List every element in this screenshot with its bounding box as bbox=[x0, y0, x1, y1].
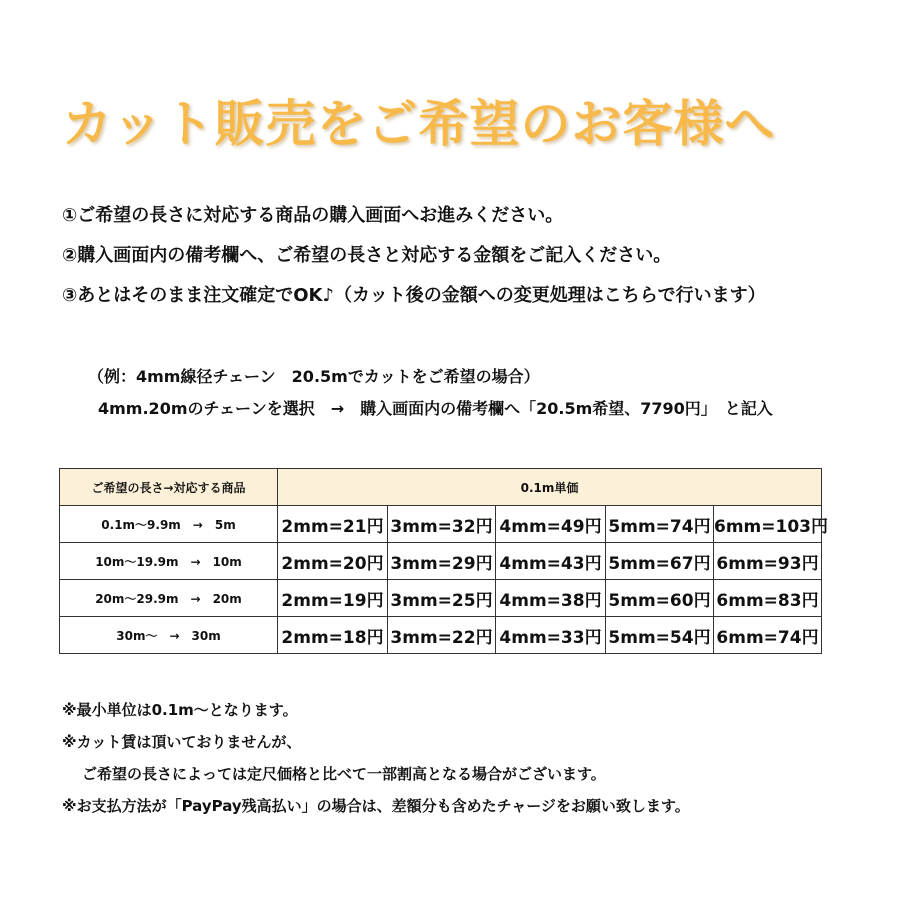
table-row bbox=[60, 506, 822, 543]
row-range: 20m～29.9m → 20m bbox=[60, 580, 278, 617]
price-cell: 6mm=93円 bbox=[714, 543, 822, 580]
price-cell: 2mm=18円 bbox=[278, 617, 388, 654]
table-row bbox=[60, 543, 822, 580]
price-cell: 4mm=33円 bbox=[496, 617, 606, 654]
note-price-comparison: ご希望の長さによっては定尺価格と比べて一部割高となる場合がございます。 bbox=[82, 765, 606, 783]
example-block bbox=[88, 362, 773, 426]
example-line-2: 4mm.20mのチェーンを選択 → 購入画面内の備考欄へ「20.5m希望、7790円」 と記入 bbox=[98, 399, 773, 418]
price-cell: 4mm=43円 bbox=[496, 543, 606, 580]
table-row bbox=[60, 617, 822, 654]
page-title: カット販売をご希望のお客様へ bbox=[62, 95, 776, 153]
row-range: 30m～ → 30m bbox=[60, 617, 278, 654]
header-unit-price: 0.1m単価 bbox=[278, 469, 822, 506]
row-range: 10m～19.9m → 10m bbox=[60, 543, 278, 580]
price-cell: 3mm=29円 bbox=[388, 543, 496, 580]
price-cell: 5mm=54円 bbox=[606, 617, 714, 654]
note-min-unit: ※最小単位は0.1m～となります。 bbox=[62, 701, 298, 719]
price-table bbox=[59, 468, 828, 654]
price-cell: 4mm=38円 bbox=[496, 580, 606, 617]
price-cell: 2mm=20円 bbox=[278, 543, 388, 580]
price-cell: 6mm=83円 bbox=[714, 580, 822, 617]
price-cell: 6mm=103円 bbox=[714, 506, 822, 543]
example-line-1: （例：4mm線径チェーン 20.5mでカットをご希望の場合） bbox=[88, 367, 540, 386]
notes-block bbox=[62, 696, 690, 824]
price-cell: 5mm=60円 bbox=[606, 580, 714, 617]
price-cell: 3mm=32円 bbox=[388, 506, 496, 543]
header-length-to-product: ご希望の長さ→対応する商品 bbox=[60, 469, 278, 506]
price-cell: 2mm=19円 bbox=[278, 580, 388, 617]
step-2: ②購入画面内の備考欄へ、ご希望の長さと対応する金額をご記入ください。 bbox=[62, 245, 672, 266]
price-cell: 5mm=74円 bbox=[606, 506, 714, 543]
price-cell: 5mm=67円 bbox=[606, 543, 714, 580]
table-header-row bbox=[60, 469, 822, 506]
price-cell: 3mm=25円 bbox=[388, 580, 496, 617]
price-cell: 2mm=21円 bbox=[278, 506, 388, 543]
note-cut-fee: ※カット賃は頂いておりませんが、 bbox=[62, 733, 302, 751]
step-1: ①ご希望の長さに対応する商品の購入画面へお進みください。 bbox=[62, 205, 564, 226]
price-cell: 4mm=49円 bbox=[496, 506, 606, 543]
note-paypay: ※お支払方法が「PayPay残高払い」の場合は、差額分も含めたチャージをお願い致します。 bbox=[62, 797, 690, 815]
instruction-steps bbox=[62, 200, 766, 320]
step-3: ③あとはそのまま注文確定でOK♪（カット後の金額への変更処理はこちらで行います） bbox=[62, 285, 766, 306]
table-row bbox=[60, 580, 822, 617]
price-cell: 6mm=74円 bbox=[714, 617, 822, 654]
row-range: 0.1m～9.9m → 5m bbox=[60, 506, 278, 543]
price-cell: 3mm=22円 bbox=[388, 617, 496, 654]
